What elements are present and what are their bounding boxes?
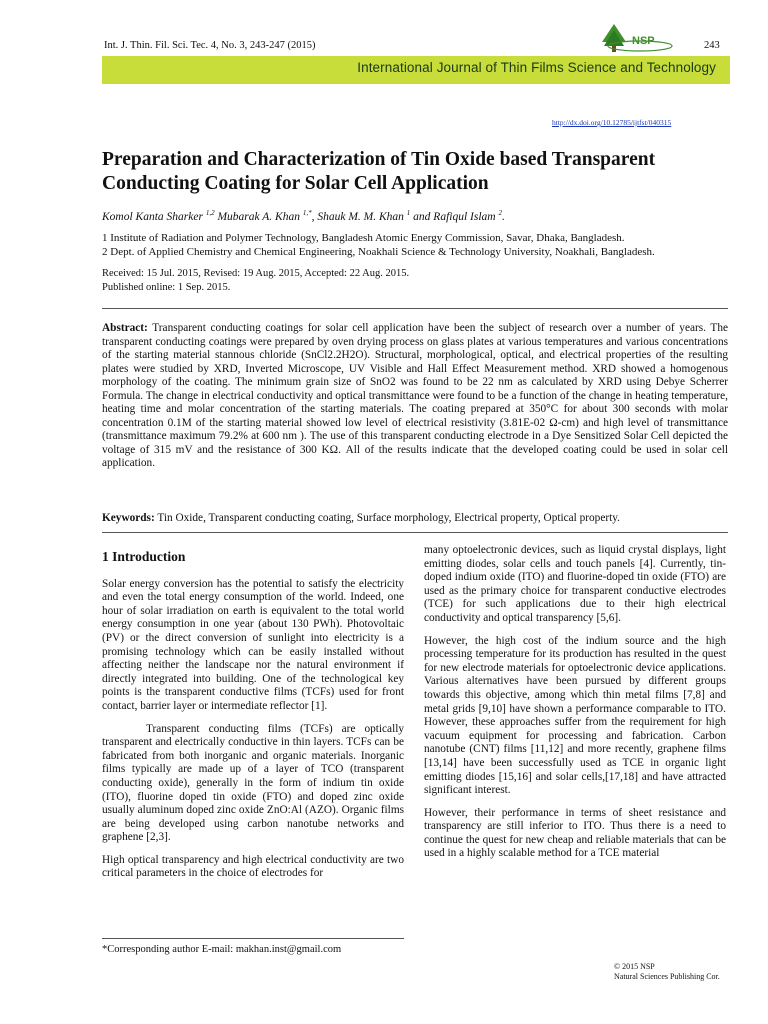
keywords-label: Keywords: (102, 512, 155, 524)
page-number: 243 (704, 40, 720, 51)
corresponding-author-footnote: *Corresponding author E-mail: makhan.inst@gmail.com (102, 944, 342, 955)
journal-citation: Int. J. Thin. Fil. Sci. Tec. 4, No. 3, 243-247 (2015) (104, 40, 316, 51)
journal-name: International Journal of Thin Films Science and Technology (357, 60, 716, 75)
paper-title: Preparation and Characterization of Tin Oxide based Transparent Conducting Coating for Solar Cell Application (102, 149, 656, 194)
abstract-text: Transparent conducting coatings for solar cell application have been the subject of research over a number of years. The transparent conducting coatings were prepared by oven drying process on glass plates at various temperatures and various concentrations of the starting material stannous chloride (SnCl2.2H2O). Structural, morphological, optical, and electrical properties of the resulting plates were studied by XRD, Inverted Microscope, UV Visible and Hall Effect Measurement method. XRD showed a homogenous morphology of the coating. The minimum grain size of SnO2 was found to be 22 nm as calculated by XRD using Debye Scherrer Formula. The change in electrical conductivity and optical transmittance were found to be a function of the change in heating temperature, heating time and molar concentration of the starting materials. The coating prepared at 350°C for about 300 seconds with molar concentration 0.1M of the starting material showed low level of electrical resistivity (3.81E-02 Ω-cm) and high level of transmittance (transmittance maximum 79.2% at 600 nm ). The use of this transparent conducting electrode in a Dye Sensitized Solar Cell depicted the voltage of 315 mV and the resistance of 300 KΩ. All of the results indicate that the developed coating could be used in solar cell application. (102, 322, 728, 469)
section-heading: 1 Introduction (102, 549, 186, 564)
paragraph: However, their performance in terms of sheet resistance and transparency are still inferior to ITO. Thus there is a need to continue the quest for new cheap and reliable materials that can be used in a highly scalable method for a TCE material (424, 806, 726, 860)
svg-text:NSP: NSP (632, 35, 655, 47)
paragraph: Solar energy conversion has the potential to satisfy the electricity and even the total energy consumption of the world. Indeed, one hour of solar irradiation on earth is equivalent to the total world energy consumption in one year (about 130 PWh). Photovoltaic (PV) or the direct conversion of sunlight into electricity is a promising technology which can be easily installed without affecting neither the landscape nor the natural environment if directly integrated into building. One of the technological key points is the transparent conductive films (TCFs) used for front contact, barrier layer or intermediate reflector [1]. (102, 577, 404, 712)
keywords-text: Tin Oxide, Transparent conducting coating, Surface morphology, Electrical property, Optical property. (157, 512, 620, 524)
divider-top (102, 308, 728, 309)
received-dates: Received: 15 Jul. 2015, Revised: 19 Aug. 2015, Accepted: 22 Aug. 2015. (102, 268, 410, 279)
affiliation-1: 1 Institute of Radiation and Polymer Technology, Bangladesh Atomic Energy Commission, Savar, Dhaka, Bangladesh. (102, 232, 625, 244)
publisher-name: Natural Sciences Publishing Cor. (614, 972, 720, 981)
right-column (424, 544, 726, 870)
paragraph: However, the high cost of the indium source and the high processing temperature for its production has resulted in the quest for new electrode materials for optoelectronic device applications. Various alternatives have been pursued by different groups towards this objective, among which thin metal films [7,8] and metal grids [9,10] have shown a performance comparable to ITO. However, these approaches suffer from the requirement for high vacuum equipment for processing and fabrication. Carbon nanotube (CNT) films [11,12] and more recently, graphene films [13,14] have been successfully used as TCE in organic light emitting diodes [15,16] and solar cells,[17,18] and have attracted significant interest. (424, 634, 726, 797)
author-list: Komol Kanta Sharker $^{1,2}$ Mubarak A. Khan $^{1,*}$, Shauk M. M. Khan $^1$ and Rafiqul Islam $^2$. (102, 209, 505, 223)
paragraph: Transparent conducting films (TCFs) are optically transparent and electrically conductive in thin layers. TCFs can be fabricated from both inorganic and organic materials. Inorganic films typically are made up of a layer of TCO (transparent conducting oxide), generally in the form of indium tin oxide (ITO), fluorine doped tin oxide (FTO) and doped zinc oxide usually aluminum doped zinc oxide ZnO:Al (AZO). Organic films are being developed using carbon nanotube networks and graphene [2,3]. (102, 722, 404, 844)
copyright-notice (614, 962, 720, 982)
affiliation-2: 2 Dept. of Applied Chemistry and Chemical Engineering, Noakhali Science & Technology University, Noakhali, Bangladesh. (102, 246, 655, 258)
keywords (102, 512, 728, 524)
footnote-divider (102, 938, 404, 939)
copyright-line: © 2015 NSP (614, 962, 655, 971)
published-date: Published online: 1 Sep. 2015. (102, 282, 231, 293)
abstract-label: Abstract: (102, 322, 148, 334)
doi-link[interactable]: http://dx.doi.org/10.12785/ijtfst/040315 (552, 118, 672, 127)
nsp-logo-icon (592, 22, 674, 58)
abstract (102, 322, 728, 471)
journal-banner (102, 56, 730, 84)
paragraph: High optical transparency and high electrical conductivity are two critical parameters in the choice of electrodes for (102, 853, 404, 880)
divider-bottom (102, 532, 728, 533)
paragraph: many optoelectronic devices, such as liquid crystal displays, light emitting diodes, solar cells and touch panels [4]. Currently, tin-doped indium oxide (ITO) and fluorine-doped tin oxide (FTO) are used as the primary choice for transparent conductive electrodes (TCE) for such applications due to their high electrical conductivity and optical transparency [5,6]. (424, 544, 726, 624)
left-column (102, 544, 404, 890)
